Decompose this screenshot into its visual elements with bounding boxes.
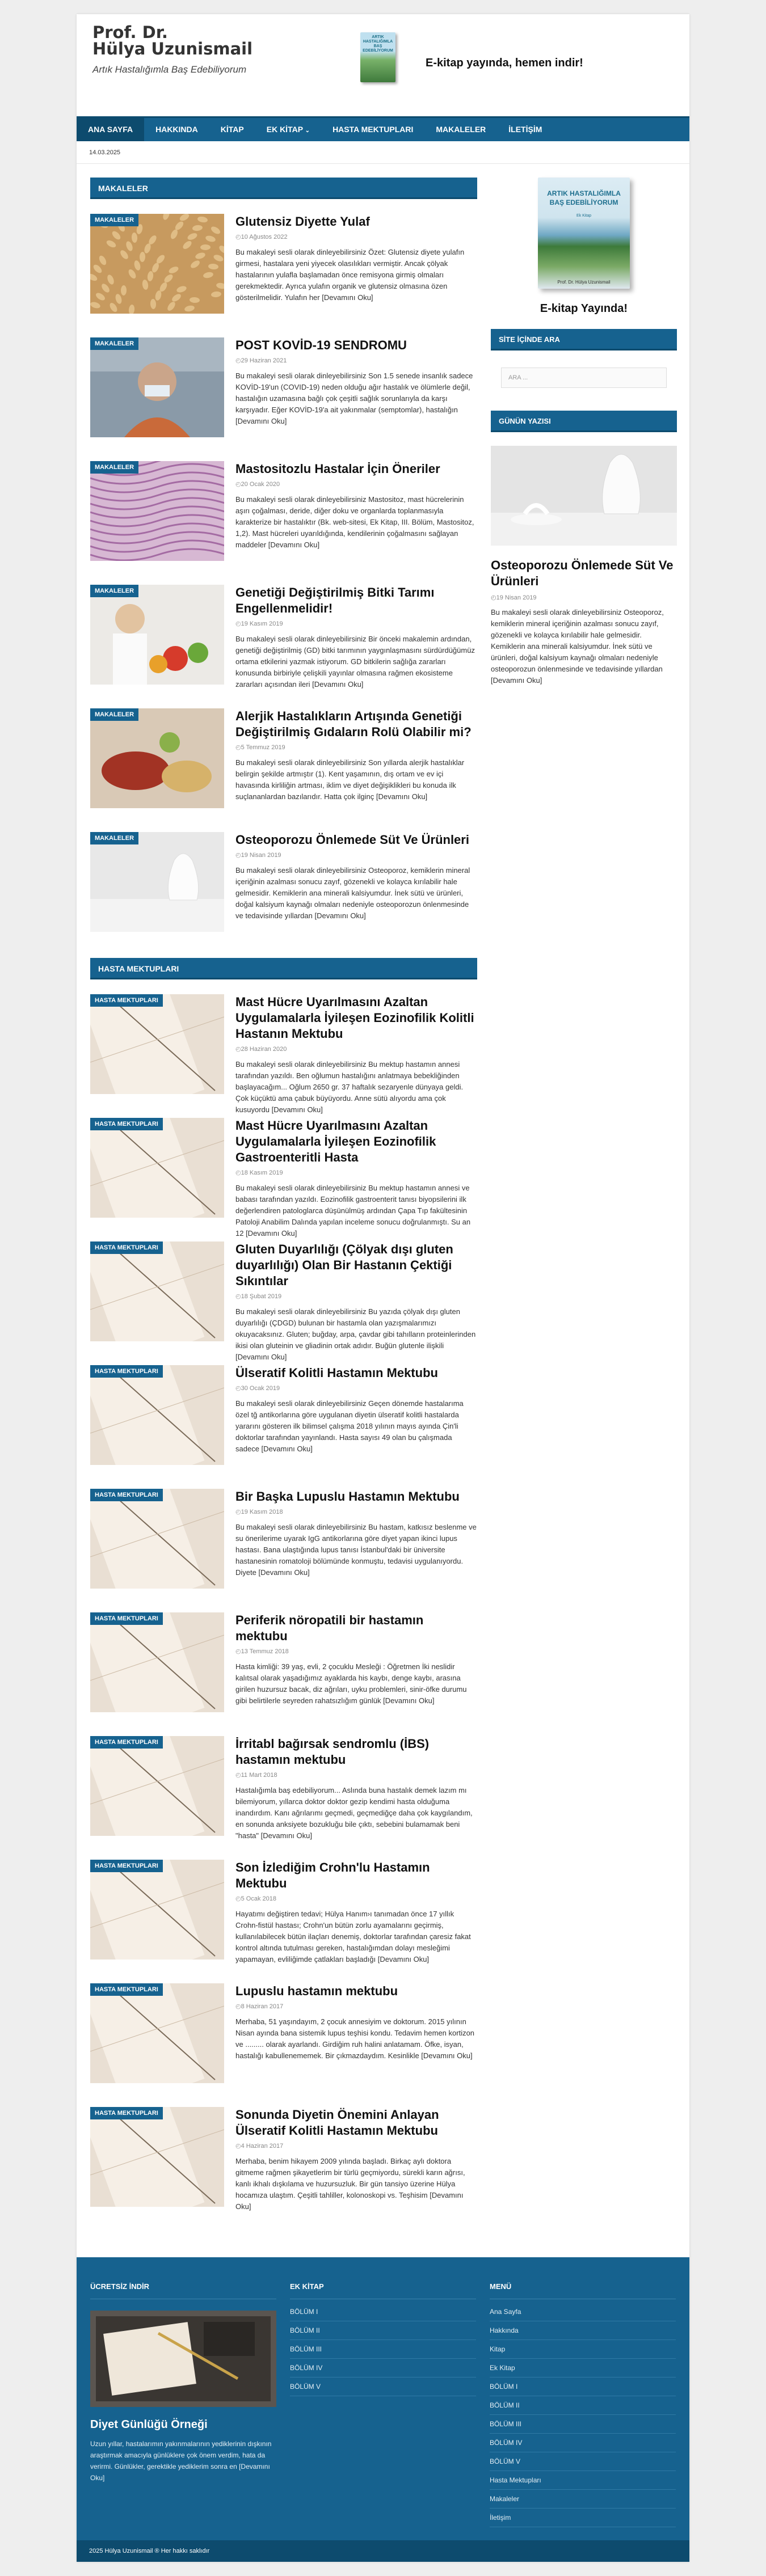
post-date: ◴ 19 Nisan 2019 (235, 851, 281, 859)
footer-menu-links (490, 2303, 676, 2527)
post-date: ◴ 28 Haziran 2020 (235, 1045, 287, 1053)
category-badge[interactable]: MAKALELER (90, 585, 138, 597)
footer-col-extra-book (290, 2282, 476, 2396)
post-title[interactable]: Lupuslu hastamın mektubu (235, 1984, 398, 1998)
patient-letter-post (90, 1474, 477, 1598)
section-title-articles: MAKALELER (90, 178, 477, 199)
patient-letter-post (90, 1598, 477, 1721)
footer-menu-link[interactable]: Ana Sayfa (490, 2303, 676, 2321)
footer-col1-title: ÜCRETSİZ İNDİR (90, 2282, 149, 2291)
main-navigation (77, 116, 689, 141)
post-date: ◴ 18 Kasım 2019 (235, 1169, 283, 1176)
post-date: ◴ 11 Mart 2018 (235, 1771, 277, 1779)
post-date: ◴ 10 Ağustos 2022 (235, 233, 288, 240)
footer-menu-link[interactable]: BÖLÜM I (490, 2377, 676, 2396)
nav-book[interactable]: KİTAP (220, 125, 244, 134)
patient-letter-post (90, 979, 477, 1114)
page-wrapper (77, 14, 689, 2562)
category-badge[interactable]: HASTA MEKTUPLARI (90, 994, 163, 1007)
article-thumbnail[interactable] (90, 832, 224, 932)
post-date: ◴ 4 Haziran 2017 (235, 2142, 283, 2150)
post-date: ◴ 5 Ocak 2018 (235, 1895, 276, 1902)
post-title[interactable]: Bir Başka Lupuslu Hastamın Mektubu (235, 1489, 460, 1504)
patient-letter-thumbnail[interactable] (90, 2107, 224, 2207)
sidebar-book-subtitle: Ek Kitap (576, 214, 592, 218)
footer-menu-link[interactable]: BÖLÜM III (490, 2415, 676, 2434)
category-badge[interactable]: HASTA MEKTUPLARI (90, 1860, 163, 1872)
patient-letter-thumbnail[interactable] (90, 1983, 224, 2083)
site-tagline: Artık Hastalığımla Baş Edebiliyorum (92, 64, 247, 75)
post-title[interactable]: Mast Hücre Uyarılmasını Azaltan Uygulamalarla İyileşen Eozinofilik Gastroenteritli Hasta (235, 1118, 436, 1164)
patient-letter-post (90, 1350, 477, 1474)
sidebar-book-title: ARTIK HASTALIĞIMLA BAŞ EDEBİLİYORUM (547, 189, 621, 206)
category-badge[interactable]: HASTA MEKTUPLARI (90, 1241, 163, 1254)
footer-menu-link[interactable]: BÖLÜM V (490, 2452, 676, 2471)
post-excerpt: Bu makaleyi sesli olarak dinleyebilirsiniz Geçen dönemde hastalarıma özel tğ antikorlarına göre uygulanan diyetin ülseratif kolitli hastalarda yararını gösteren ilk bilimsel çalışma 2018 yılının mayıs ayında Çin'li doktorlar tarafından yayınlandı. Hasta sayısı 49 olan bu çalışmada sadece [Devamını Oku] (235, 1399, 464, 1453)
footer-extra-book-link[interactable]: BÖLÜM II (290, 2321, 476, 2340)
category-badge[interactable]: HASTA MEKTUPLARI (90, 1365, 163, 1378)
post-title[interactable]: Son İzlediğim Crohn'lu Hastamın Mektubu (235, 1860, 430, 1890)
footer-post-text: Uzun yıllar, hastalarımın yakınmalarının yediklerinin dışkının araştırmak amacıyla günlüklere çok önem verdim, hata da verirmi. Günlükler, gerektikle yediklerim sonra en [Devamını Oku] (90, 2440, 272, 2482)
article-thumbnail[interactable] (90, 585, 224, 685)
article-post (90, 446, 477, 570)
article-post (90, 323, 477, 446)
footer-extra-book-link[interactable]: BÖLÜM I (290, 2303, 476, 2321)
footer-menu-link[interactable]: Ek Kitap (490, 2359, 676, 2377)
post-excerpt: Bu makaleyi sesli olarak dinleyebilirsiniz Son yıllarda alerjik hastalıklar belirgin şekilde artmıştır (1). Kent yaşamının, dış ortam ve ev içi havasında kirliliğin artması, iklim ve diyet değişiklikleri bu konuda ilk suçlananlardan bazılarıdır. Hatta çok ilginç [Devamını Oku] (235, 758, 465, 801)
patient-letter-thumbnail[interactable] (90, 1241, 224, 1341)
footer-extra-book-link[interactable]: BÖLÜM V (290, 2377, 476, 2396)
category-badge[interactable]: MAKALELER (90, 337, 138, 350)
post-title[interactable]: Mast Hücre Uyarılmasını Azaltan Uygulamalarla İyileşen Eozinofilik Kolitli Hastanın Mektubu (235, 995, 474, 1041)
post-excerpt: Bu makaleyi sesli olarak dinleyebilirsiniz Bu yazıda çölyak dışı gluten duyarlılığı (ÇDGD) bulunan bir hastamla olan yazışmalarımızı okuyacaksınız. Gluten; buğday, arpa, çavdar gibi tahılların proteinlerinden ikisi olan gluteinin ve gliadinin ortak adıdır. Buğün glutenle ilişkili [Devamını Oku] (235, 1307, 476, 1361)
patient-letter-thumbnail[interactable] (90, 994, 224, 1094)
footer-col2-title: EK KİTAP (290, 2282, 324, 2291)
post-title[interactable]: Gluten Duyarlılığı (Çölyak dışı gluten duyarlılığı) Olan Bir Hastanın Çektiği Sıkıntılar (235, 1242, 453, 1288)
post-excerpt: Bu makaleyi sesli olarak dinleyebilirsiniz Bu hastam, katkısız beslenme ve su önerilerime uyarak IgG antikorlarına göre diyet yapan ikinci lupus hastası. Bana ulaştığında lupus tanısı İstanbul'daki bir üniversite hastanesinin romatoloji bölümünde konmuştu, tedavisi uygulanıyordu. Diyete [Devamını Oku] (235, 1523, 477, 1577)
current-date: 14.03.2025 (89, 149, 121, 156)
nav-articles[interactable]: MAKALELER (436, 125, 486, 134)
post-date: ◴ 5 Temmuz 2019 (235, 744, 285, 751)
footer-col-menu (490, 2282, 676, 2527)
footer-menu-link[interactable]: BÖLÜM IV (490, 2434, 676, 2452)
category-badge[interactable]: MAKALELER (90, 708, 138, 721)
nav-about[interactable]: HAKKINDA (155, 125, 198, 134)
post-excerpt: Bu makaleyi sesli olarak dinleyebilirsiniz Bu mektup hastamın annesi tarafından yazıldı. Ben oğlumun hastalığını anlatmaya bebekliğinden başlayacağım... Oğlum 2650 gr. 37 haftalık sezaryenle dünyaya geldi. Çok küçüktü ama çabuk büyüyordu. Anne sütü alıyordu ama çok kusuyordu [Devamını Oku] (235, 1060, 464, 1114)
daily-post-title[interactable]: Osteoporozu Önlemede Süt Ve Ürünleri (491, 558, 674, 588)
post-date: ◴ 20 Ocak 2020 (235, 480, 280, 488)
article-thumbnail[interactable] (90, 337, 224, 437)
post-excerpt: Bu makaleyi sesli olarak dinleyebilirsiniz Bir önceki makalemin ardından, genetiği değiştirilmiş (GD) bitki tarımının yaygınlaşmasını sürdürdüğümüz ortama etkilerini yazmak istiyorum. GD bitkilerin sağlığa zararları konusunda birbiriyle çelişkili yayınlar olmasına rağmen ekosisteme zararları açısından ileri [Devamını Oku] (235, 635, 475, 689)
post-title[interactable]: Sonunda Diyetin Önemini Anlayan Ülseratif Kolitli Hastamın Mektubu (235, 2108, 439, 2138)
post-date: ◴ 19 Kasım 2019 (235, 620, 283, 627)
daily-post-excerpt: Bu makaleyi sesli olarak dinleyebilirsiniz Osteoporoz, kemiklerin mineral içeriğinin azalması sonucu zayıf, gözenekli ve kolayca kırılabilir hale gelmesidir. Kemiklerin ana minerali kalsiyumdur. İnek sütü ve ürünleri, doğal kalsiyum kaynağı olmaları nedeniyle osteoporozun önlenmesinde ve tedavisinde yıllardan [Devamını Oku] (491, 608, 664, 685)
post-title[interactable]: Mastositozlu Hastalar İçin Öneriler (235, 462, 440, 476)
articles-list (90, 199, 477, 941)
patient-letters-list (90, 979, 477, 2216)
footer-menu-link[interactable]: Kitap (490, 2340, 676, 2359)
nav-home[interactable]: ANA SAYFA (77, 118, 144, 141)
category-badge[interactable]: HASTA MEKTUPLARI (90, 1983, 163, 1996)
header-book-cover-title: ARTIK HASTALIĞIMLA BAŞ EDEBİLİYORUM (363, 35, 393, 53)
post-date: ◴ 19 Kasım 2018 (235, 1508, 283, 1515)
footer-menu-link[interactable]: Hakkında (490, 2321, 676, 2340)
post-title[interactable]: Ülseratif Kolitli Hastamın Mektubu (235, 1366, 438, 1380)
post-title[interactable]: Genetiği Değiştirilmiş Bitki Tarımı Engellenmelidir! (235, 585, 435, 615)
category-badge[interactable]: HASTA MEKTUPLARI (90, 1612, 163, 1625)
copyright-bar: 2025 Hülya Uzunismail ® Her hakkı saklıdır (77, 2540, 689, 2562)
post-title[interactable]: İrritabl bağırsak sendromlu (İBS) hastamın mektubu (235, 1737, 430, 1767)
post-title[interactable]: POST KOVİD-19 SENDROMU (235, 338, 407, 352)
nav-extra-book-label: EK KİTAP (266, 125, 303, 134)
footer-extra-book-links (290, 2303, 476, 2396)
post-title[interactable]: Alerjik Hastalıkların Artışında Genetiği Değiştirilmiş Gıdaların Rolü Olabilir mi? (235, 709, 472, 739)
footer-col-download (90, 2282, 276, 2484)
main-content (90, 178, 477, 2216)
post-title[interactable]: Glutensiz Diyette Yulaf (235, 214, 370, 229)
chevron-down-icon: ⌄ (305, 128, 310, 134)
post-date: ◴ 30 Ocak 2019 (235, 1384, 280, 1392)
sidebar-book-caption[interactable]: E-kitap Yayında! (540, 302, 628, 315)
daily-post-date: ◴ 19 Nisan 2019 (491, 594, 677, 601)
patient-letter-post (90, 2092, 477, 2216)
patient-letter-post (90, 1969, 477, 2092)
footer-menu-link[interactable]: Makaleler (490, 2490, 676, 2509)
nav-patient-letters[interactable]: HASTA MEKTUPLARI (333, 125, 414, 134)
site-logo[interactable] (92, 24, 252, 57)
search-input[interactable]: ARA ... (501, 368, 667, 388)
patient-letter-thumbnail[interactable] (90, 1365, 224, 1465)
daily-post-image[interactable] (491, 446, 677, 546)
category-badge[interactable]: MAKALELER (90, 214, 138, 226)
patient-letter-thumbnail[interactable] (90, 1489, 224, 1589)
post-excerpt: Hasta kimliği: 39 yaş, evli, 2 çocuklu Mesleği : Öğretmen İki neslidir kalıtsal olarak yaşadığımız ayaklarda his kaybı, denge kaybı, arasına girilen huzursuz bacak, diz ağrıları, uyku problemleri, sinir-öfke durumu gibi belirtilerle seyreden rahatsızlığım günlük [Devamını Oku] (235, 1662, 467, 1705)
post-excerpt: Bu makaleyi sesli olarak dinleyebilirsiniz Mastositoz, mast hücrelerinin aşırı çoğalması, deride, diğer doku ve organlarda toplanmasıyla karakterize bir hastalıktır (Bk. web-sitesi, Ek Kitap, III. Bölüm, Mastositoz, 1,2). Mast hücreleri uyarıldığında, kendilerinin çoğalmasını sağlayan maddeler [Devamını Oku] (235, 495, 474, 549)
nav-extra-book[interactable] (255, 118, 321, 141)
site-footer (77, 2257, 689, 2562)
category-badge[interactable]: HASTA MEKTUPLARI (90, 1489, 163, 1501)
post-excerpt: Merhaba, benim hikayem 2009 yılında başladı. Birkaç aylı doktora gitmeme rağmen şikayetlerim bir türlü geçmiyordu, sürekli karın ağrısı, kanlı ikhalı dışkılama ve huzursuzluk. Bir gün tansiyo üzerine Hülya hocamıza ulaştım. Çeşitli tahliller, kolonoskopi vs. Teşhisim [Devamını Oku] (235, 2157, 465, 2211)
post-title[interactable]: Osteoporozu Önlemede Süt Ve Ürünleri (235, 833, 469, 847)
footer-post-title[interactable]: Diyet Günlüğü Örneği (90, 2418, 208, 2431)
category-badge[interactable]: HASTA MEKTUPLARI (90, 2107, 163, 2119)
logo-line-2: Hülya Uzunismail (92, 39, 253, 58)
patient-letter-thumbnail[interactable] (90, 1612, 224, 1712)
footer-menu-link[interactable]: BÖLÜM II (490, 2396, 676, 2415)
patient-letter-thumbnail[interactable] (90, 1118, 224, 1218)
article-post (90, 199, 477, 323)
article-thumbnail[interactable] (90, 461, 224, 561)
category-badge[interactable]: HASTA MEKTUPLARI (90, 1118, 163, 1130)
category-badge[interactable]: MAKALELER (90, 832, 138, 844)
footer-extra-book-link[interactable]: BÖLÜM III (290, 2340, 476, 2359)
sidebar-book-cover[interactable] (538, 178, 630, 289)
patient-letter-thumbnail[interactable] (90, 1736, 224, 1836)
site-header (77, 14, 689, 116)
category-badge[interactable]: HASTA MEKTUPLARI (90, 1736, 163, 1749)
patient-letter-thumbnail[interactable] (90, 1860, 224, 1960)
post-excerpt: Merhaba, 51 yaşındayım, 2 çocuk annesiyim ve doktorum. 2015 yılının Nisan ayında bana sistemik lupus teşhisi kondu. Tedavim hemen kortizon ve ......... olarak ayarlandı. Girdiğim ruh halini anlatamam. Öfke, isyan, hastalığı kabullenememek. Bir çıkmazdaydım. Kesinlikle [Devamını Oku] (235, 2017, 475, 2060)
sidebar (491, 178, 677, 686)
sidebar-daily-title: GÜNÜN YAZISI (491, 411, 677, 432)
post-title[interactable]: Periferik nöropatili bir hastamın mektubu (235, 1613, 424, 1643)
date-bar (77, 141, 689, 164)
post-excerpt: Bu makaleyi sesli olarak dinleyebilirsiniz Son 1.5 senede insanlık sadece KOVİD-19'un (COVID-19) neden olduğu ağır hastalık ve ölümlerle değil, hastalığın uzamasına bağlı çok çeşitli sağlık sorunlarıyla da karşı karşıyadır. Eğer KOVİD-19'a ait yakınmalar (semptomlar), hastalığın [Devamını Oku] (235, 371, 473, 425)
footer-extra-book-link[interactable]: BÖLÜM IV (290, 2359, 476, 2377)
article-thumbnail[interactable] (90, 214, 224, 314)
post-date: ◴ 29 Haziran 2021 (235, 357, 287, 364)
logo-line-1: Prof. Dr. (92, 23, 168, 42)
article-post (90, 694, 477, 817)
footer-diary-image[interactable] (90, 2311, 276, 2407)
category-badge[interactable]: MAKALELER (90, 461, 138, 474)
footer-menu-link[interactable]: İletişim (490, 2509, 676, 2527)
nav-contact[interactable]: İLETİŞİM (508, 125, 542, 134)
post-excerpt: Hastalığımla baş edebiliyorum... Aslında buna hastalık demek lazım mı bilemiyorum, yıllarca doktor doktor gezip kendimi hasta olduğuma inandırdım. Kanı ağrılarımı geçmedi, geçmediğçe daha çok kaygılandım, en sonunda anksiyete bozukluğu bile çıktı, sebebini bulamamak beni "hasta" [Devamını Oku] (235, 1786, 473, 1840)
section-title-patient-letters: HASTA MEKTUPLARI (90, 958, 477, 979)
post-excerpt: Hayatımı değiştiren tedavi; Hülya Hanım›ı tanımadan önce 17 yıllık Crohn-fistül hastası; Crohn'un bütün zorlu ayamalarını geçirmiş, kullanılabilecek bütün ilaçları denemiş, doktorlar tarafından çaresiz fakat kontrol altında tutulması gereken, hastalığımdan dolayı mesleğimi yapamayan, evliliğimde çatlakları başladığı [Devamını Oku] (235, 1910, 471, 1963)
post-date: ◴ 8 Haziran 2017 (235, 2003, 283, 2010)
sidebar-search-title: SİTE İÇİNDE ARA (491, 329, 677, 350)
post-date: ◴ 18 Şubat 2019 (235, 1293, 281, 1300)
header-book-cover[interactable] (360, 32, 395, 82)
post-excerpt: Bu makaleyi sesli olarak dinleyebilirsiniz Osteoporoz, kemiklerin mineral içeriğinin azalması sonucu zayıf, gözenekli ve kolayca kırılabilir hale gelmesidir. Kemiklerin ana minerali kalsiyumdur. İnek sütü ve ürünleri, doğal kalsiyum kaynağı olmaları nedeniyle osteoporozun önlenmesinde ve tedavisinde yıllardan [Devamını Oku] (235, 866, 470, 920)
footer-col3-title: MENÜ (490, 2282, 512, 2291)
header-ebook-promo[interactable]: E-kitap yayında, hemen indir! (426, 57, 583, 69)
post-excerpt: Bu makaleyi sesli olarak dinleyebilirsiniz Özet: Glutensiz diyete yulafın girmesi, hastalara yeni yiyecek olasılıkları vermiştir. Ancak çölyak hastalarının yulafla başlamadan önce remisyona girmiş olmaları gerekmektedir. Ayrıca yulafın organik ve glutensiz olmasına özen gösterilmelidir. Yulafın her [Devamını Oku] (235, 248, 465, 302)
patient-letter-post (90, 1845, 477, 1969)
post-excerpt: Bu makaleyi sesli olarak dinleyebilirsiniz Bu mektup hastamın annesi ve babası tarafından yazıldı. Eozinofilik gastroenterit tanısı biyopsilerini ilk değerlendiren patologlarca düşünülmüş ardından Çapa Tıp fakültesinin Patoloji Anabilim Dalında yapılan inceleme sonucu doğrulanmıştı. Su an 12 [Devamını Oku] (235, 1184, 471, 1238)
patient-letter-post (90, 1721, 477, 1845)
patient-letter-post (90, 1103, 477, 1238)
sidebar-book-author: Prof. Dr. Hülya Uzunismail (557, 280, 611, 285)
article-post (90, 817, 477, 941)
article-post (90, 570, 477, 694)
article-thumbnail[interactable] (90, 708, 224, 808)
post-date: ◴ 13 Temmuz 2018 (235, 1648, 289, 1655)
patient-letter-post (90, 1227, 477, 1361)
footer-menu-link[interactable]: Hasta Mektupları (490, 2471, 676, 2490)
